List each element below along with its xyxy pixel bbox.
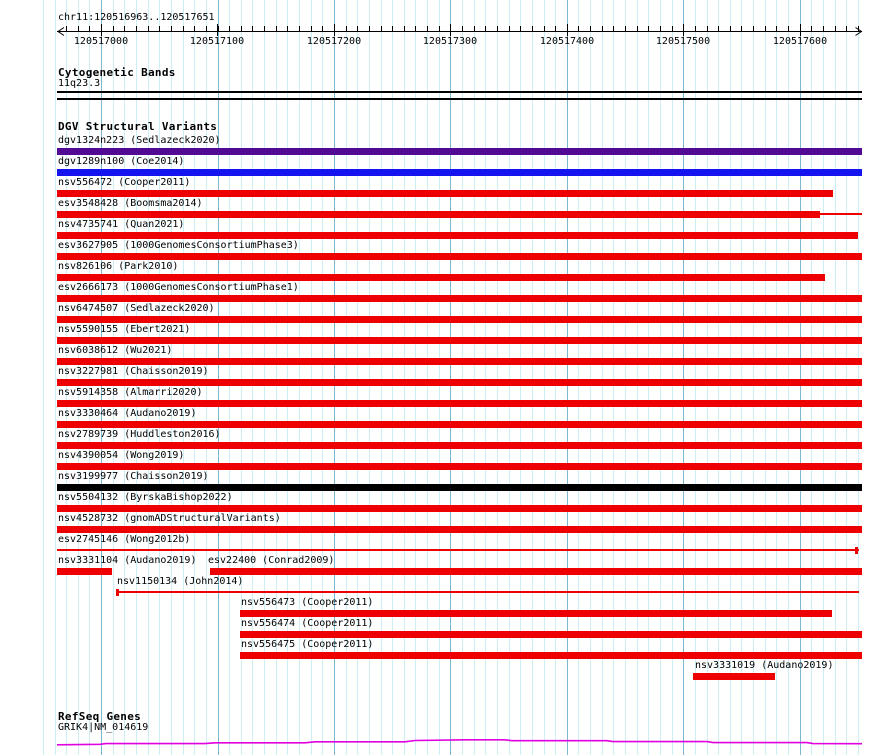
ruler-major-tick — [101, 24, 102, 36]
region-title: chr11:120516963..120517651 — [58, 12, 215, 23]
grid-line — [613, 0, 614, 755]
variant-bar[interactable] — [57, 253, 862, 260]
ruler-minor-tick — [124, 26, 125, 31]
grid-line — [194, 0, 195, 755]
variant-label[interactable]: nsv556475 (Cooper2011) — [241, 639, 374, 650]
ruler-minor-tick — [299, 26, 300, 31]
variant-label[interactable]: nsv4735741 (Quan2021) — [58, 219, 185, 230]
ruler-minor-tick — [660, 26, 661, 31]
grid-line — [718, 0, 719, 755]
variant-bar[interactable] — [57, 274, 825, 281]
ruler-tick-label: 120517100 — [189, 36, 245, 47]
ruler-minor-tick — [613, 26, 614, 31]
ruler-minor-tick — [171, 26, 172, 31]
ruler-major-tick — [217, 24, 218, 36]
ruler-minor-tick — [241, 26, 242, 31]
ruler-minor-tick — [741, 26, 742, 31]
cytoband-box[interactable] — [57, 91, 862, 100]
variant-label[interactable]: nsv556472 (Cooper2011) — [58, 177, 191, 188]
dgv-structural-variants-header: DGV Structural Variants — [58, 120, 218, 133]
grid-line — [555, 0, 556, 755]
grid-line — [672, 0, 673, 755]
variant-label[interactable]: nsv3331019 (Audano2019) — [695, 660, 834, 671]
variant-label[interactable]: nsv6474507 (Sedlazeck2020) — [58, 303, 215, 314]
variant-label[interactable]: nsv2789739 (Huddleston2016) — [58, 429, 221, 440]
ruler-minor-tick — [322, 26, 323, 31]
variant-span-line[interactable] — [57, 549, 859, 551]
variant-label[interactable]: nsv3199977 (Chaisson2019) — [58, 471, 209, 482]
ruler-minor-tick — [858, 26, 859, 31]
grid-line — [602, 0, 603, 755]
variant-label[interactable]: nsv556474 (Cooper2011) — [241, 618, 374, 629]
variant-bar[interactable] — [57, 379, 862, 386]
variant-label[interactable]: nsv5914358 (Almarri2020) — [58, 387, 203, 398]
variant-bar[interactable] — [693, 673, 775, 680]
variant-bar[interactable] — [57, 505, 862, 512]
grid-line — [590, 0, 591, 755]
ruler-minor-tick — [695, 26, 696, 31]
ruler-minor-tick — [811, 26, 812, 31]
ruler-minor-tick — [672, 26, 673, 31]
grid-line — [450, 0, 451, 755]
variant-label[interactable]: nsv1150134 (John2014) — [117, 576, 244, 587]
variant-bar[interactable] — [57, 463, 862, 470]
ruler-minor-tick — [532, 26, 533, 31]
variant-bar[interactable] — [240, 631, 862, 638]
grid-line — [89, 0, 90, 755]
ruler-minor-tick — [229, 26, 230, 31]
variant-span-line[interactable] — [820, 213, 862, 215]
ruler-tick-label: 120517500 — [655, 36, 711, 47]
ruler-minor-tick — [404, 26, 405, 31]
ruler-minor-tick — [509, 26, 510, 31]
variant-label[interactable]: nsv6038612 (Wu2021) — [58, 345, 173, 356]
grid-line — [229, 0, 230, 755]
grid-line — [462, 0, 463, 755]
ruler-minor-tick — [730, 26, 731, 31]
variant-label[interactable]: esv3548428 (Boomsma2014) — [58, 198, 203, 209]
variant-label[interactable]: nsv826106 (Park2010) — [58, 261, 179, 272]
variant-bar[interactable] — [57, 568, 112, 575]
grid-line — [578, 0, 579, 755]
ruler-minor-tick — [765, 26, 766, 31]
ruler-minor-tick — [89, 26, 90, 31]
ruler-tick-label: 120517300 — [422, 36, 478, 47]
variant-bar[interactable] — [57, 148, 862, 155]
variant-label[interactable]: nsv3330464 (Audano2019) — [58, 408, 197, 419]
ruler-minor-tick — [276, 26, 277, 31]
grid-line — [415, 0, 416, 755]
ruler-major-tick — [450, 24, 451, 36]
ruler-minor-tick — [823, 26, 824, 31]
ruler-minor-tick — [159, 26, 160, 31]
variant-bar[interactable] — [57, 442, 862, 449]
ruler-tick-label: 120517400 — [539, 36, 595, 47]
grid-line — [765, 0, 766, 755]
variant-bar[interactable] — [240, 610, 832, 617]
ruler-minor-tick — [78, 26, 79, 31]
grid-line — [206, 0, 207, 755]
variant-label[interactable]: nsv5590155 (Ebert2021) — [58, 324, 191, 335]
grid-line — [660, 0, 661, 755]
variant-label[interactable]: nsv4390054 (Wong2019) — [58, 450, 185, 461]
cytogenetic-bands-header: Cytogenetic Bands — [58, 66, 176, 79]
ruler-minor-tick — [381, 26, 382, 31]
grid-line — [800, 0, 801, 755]
ruler-minor-tick — [555, 26, 556, 31]
grid-line — [43, 0, 44, 755]
ruler-tick-label: 120517000 — [73, 36, 129, 47]
grid-line — [159, 0, 160, 755]
ruler-minor-tick — [497, 26, 498, 31]
ruler-minor-tick — [625, 26, 626, 31]
variant-label[interactable]: nsv5504132 (ByrskaBishop2022) — [58, 492, 233, 503]
grid-line — [148, 0, 149, 755]
grid-line — [485, 0, 486, 755]
variant-label[interactable]: esv2745146 (Wong2012b) — [58, 534, 191, 545]
ruler-minor-tick — [602, 26, 603, 31]
grid-line — [648, 0, 649, 755]
grid-line — [497, 0, 498, 755]
variant-bar[interactable] — [57, 400, 862, 407]
grid-line — [625, 0, 626, 755]
ruler-minor-tick — [520, 26, 521, 31]
ruler-minor-tick — [544, 26, 545, 31]
variant-label[interactable]: nsv3331104 (Audano2019) — [58, 555, 197, 566]
grid-line — [707, 0, 708, 755]
refseq-gene-label[interactable]: GRIK4|NM_014619 — [58, 722, 149, 733]
grid-line — [392, 0, 393, 755]
grid-line — [171, 0, 172, 755]
grid-line — [544, 0, 545, 755]
grid-line — [695, 0, 696, 755]
grid-line — [404, 0, 405, 755]
grid-line — [846, 0, 847, 755]
ruler-minor-tick — [753, 26, 754, 31]
grid-line — [532, 0, 533, 755]
variant-label[interactable]: nsv3227981 (Chaisson2019) — [58, 366, 209, 377]
ruler-minor-tick — [846, 26, 847, 31]
ruler-line — [57, 31, 862, 32]
ruler-minor-tick — [252, 26, 253, 31]
ruler-minor-tick — [590, 26, 591, 31]
ruler-minor-tick — [485, 26, 486, 31]
ruler-major-tick — [334, 24, 335, 36]
ruler-minor-tick — [427, 26, 428, 31]
variant-bar[interactable] — [57, 421, 862, 428]
grid-line — [835, 0, 836, 755]
grid-line — [381, 0, 382, 755]
ruler-minor-tick — [66, 26, 67, 31]
grid-line — [439, 0, 440, 755]
grid-line — [741, 0, 742, 755]
ruler-minor-tick — [648, 26, 649, 31]
grid-line — [124, 0, 125, 755]
grid-line — [55, 0, 56, 755]
ruler-minor-tick — [835, 26, 836, 31]
ruler-major-tick — [567, 24, 568, 36]
ruler-minor-tick — [136, 26, 137, 31]
grid-line — [427, 0, 428, 755]
grid-line — [66, 0, 67, 755]
ruler-minor-tick — [718, 26, 719, 31]
grid-line — [509, 0, 510, 755]
variant-bar[interactable] — [57, 190, 833, 197]
variant-bar[interactable] — [57, 295, 862, 302]
ruler-minor-tick — [439, 26, 440, 31]
refseq-genes-header: RefSeq Genes — [58, 710, 142, 723]
ruler-major-tick — [800, 24, 801, 36]
variant-bar[interactable] — [57, 232, 858, 239]
variant-span-line[interactable] — [117, 591, 859, 593]
ruler-minor-tick — [113, 26, 114, 31]
variant-bar[interactable] — [57, 316, 862, 323]
ruler-minor-tick — [462, 26, 463, 31]
grid-line — [683, 0, 684, 755]
variant-label[interactable]: nsv556473 (Cooper2011) — [241, 597, 374, 608]
variant-bar[interactable] — [240, 652, 862, 659]
variant-bar[interactable] — [57, 169, 862, 176]
ruler-minor-tick — [206, 26, 207, 31]
ruler-minor-tick — [369, 26, 370, 31]
cytoband-label: 11q23.3 — [58, 78, 101, 89]
ruler-minor-tick — [311, 26, 312, 31]
grid-line — [218, 0, 219, 755]
grid-line — [78, 0, 79, 755]
variant-label[interactable]: nsv4528732 (gnomADStructuralVariants) — [58, 513, 281, 524]
ruler-minor-tick — [194, 26, 195, 31]
ruler-minor-tick — [707, 26, 708, 31]
ruler-minor-tick — [264, 26, 265, 31]
ruler-tick-label: 120517600 — [772, 36, 828, 47]
variant-label[interactable]: dgv1324n223 (Sedlazeck2020) — [58, 135, 221, 146]
variant-bar[interactable] — [57, 337, 862, 344]
variant-bar[interactable] — [57, 484, 862, 491]
grid-line — [811, 0, 812, 755]
grid-line — [520, 0, 521, 755]
ruler-minor-tick — [474, 26, 475, 31]
variant-label[interactable]: esv2666173 (1000GenomesConsortiumPhase1) — [58, 282, 299, 293]
variant-bar[interactable] — [210, 568, 862, 575]
grid-line — [753, 0, 754, 755]
variant-bar[interactable] — [57, 526, 862, 533]
grid-line — [776, 0, 777, 755]
ruler-minor-tick — [637, 26, 638, 31]
variant-label[interactable]: dgv1289n100 (Coe2014) — [58, 156, 185, 167]
variant-bar[interactable] — [57, 358, 862, 365]
grid-line — [101, 0, 102, 755]
grid-line — [788, 0, 789, 755]
ruler-minor-tick — [392, 26, 393, 31]
ruler-tick-label: 120517200 — [306, 36, 362, 47]
variant-bar[interactable] — [57, 211, 820, 218]
ruler-minor-tick — [148, 26, 149, 31]
ruler-minor-tick — [346, 26, 347, 31]
ruler-minor-tick — [287, 26, 288, 31]
ruler-minor-tick — [788, 26, 789, 31]
grid-line — [474, 0, 475, 755]
grid-line — [183, 0, 184, 755]
ruler-minor-tick — [578, 26, 579, 31]
variant-end-tick[interactable] — [855, 547, 858, 554]
grid-line — [113, 0, 114, 755]
variant-label[interactable]: esv3627905 (1000GenomesConsortiumPhase3) — [58, 240, 299, 251]
grid-line — [136, 0, 137, 755]
ruler-minor-tick — [776, 26, 777, 31]
grid-line — [858, 0, 859, 755]
grid-line — [823, 0, 824, 755]
ruler-minor-tick — [183, 26, 184, 31]
grid-line — [567, 0, 568, 755]
ruler-minor-tick — [415, 26, 416, 31]
grid-line — [730, 0, 731, 755]
ruler-major-tick — [683, 24, 684, 36]
ruler-minor-tick — [357, 26, 358, 31]
variant-label[interactable]: esv22400 (Conrad2009) — [208, 555, 335, 566]
grid-line — [637, 0, 638, 755]
